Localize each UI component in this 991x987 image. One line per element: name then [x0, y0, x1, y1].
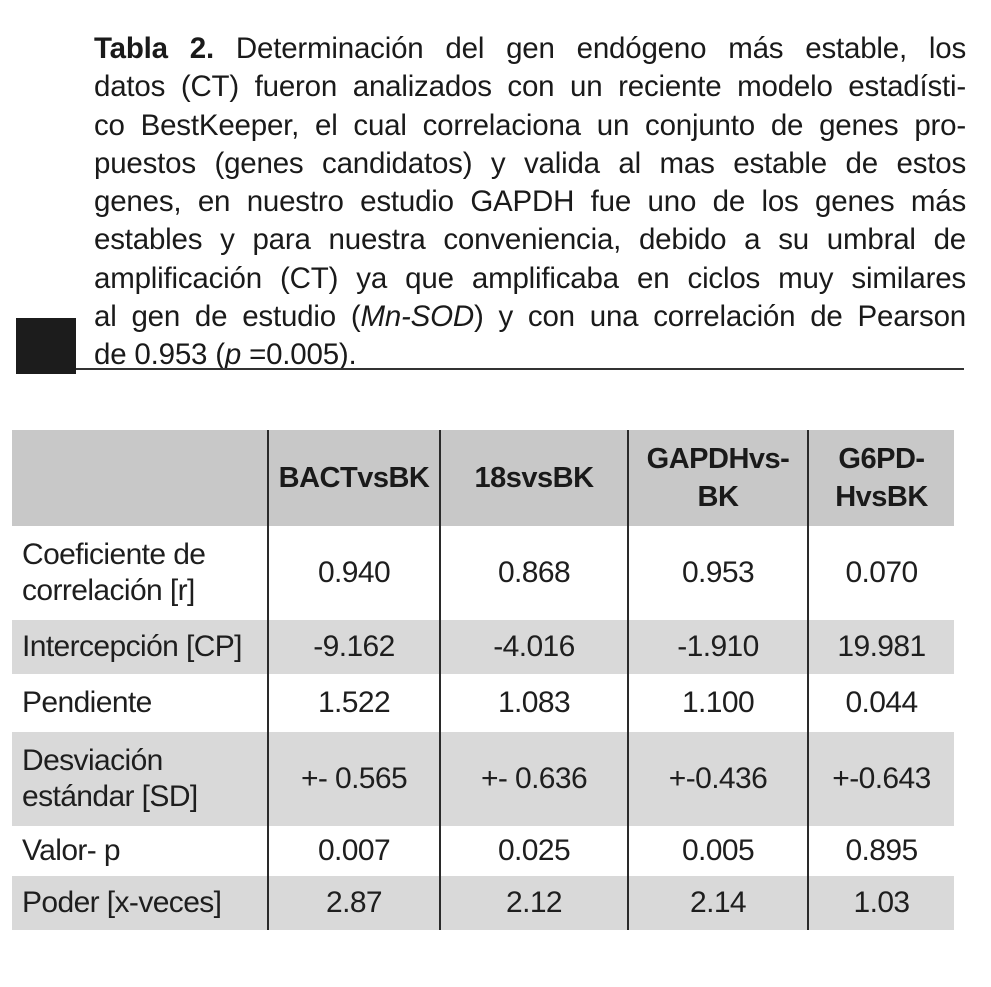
table-cell: 2.87 — [268, 876, 440, 930]
table-cell: 0.868 — [440, 526, 628, 620]
table-row-valor-p — [12, 826, 954, 876]
table-cell: 0.044 — [808, 674, 954, 732]
table-cell: 19.981 — [808, 620, 954, 674]
table-cell: 1.100 — [628, 674, 808, 732]
header-empty — [12, 430, 268, 526]
table-caption — [94, 30, 966, 375]
row-label-line-2: correlación [r] — [22, 574, 195, 607]
table-row-intercepcion — [12, 620, 954, 674]
caption-line-1: Determinación del gen endógeno más estable, los — [213, 32, 966, 65]
row-label — [12, 732, 268, 826]
table-row-pendiente — [12, 674, 954, 732]
table-cell: -1.910 — [628, 620, 808, 674]
table-cell: 0.007 — [268, 826, 440, 876]
header-gapdhvsbk — [628, 430, 808, 526]
header-g6pdhvsbk — [808, 430, 954, 526]
caption-gene-name: Mn-SOD — [360, 300, 474, 334]
row-label: Pendiente — [22, 686, 152, 719]
header-g6pdhvsbk-line-1: G6PD- — [838, 443, 925, 475]
table-cell: +- 0.565 — [268, 732, 440, 826]
caption-line-6: estables y para nuestra conveniencia, debido a su umbral de — [94, 223, 966, 257]
caption-line-7: amplificación (CT) ya que amplificaba en ciclos muy similares — [94, 261, 966, 295]
row-label: Poder [x-veces] — [12, 876, 268, 930]
row-label: Valor- p — [22, 834, 121, 867]
table-cell: 2.14 — [628, 876, 808, 930]
table-cell: -4.016 — [440, 620, 628, 674]
table-cell: 2.12 — [440, 876, 628, 930]
table-cell: 0.005 — [628, 826, 808, 876]
table-cell: 0.070 — [808, 526, 954, 620]
table-row-desviacion — [12, 732, 954, 826]
table-cell: -9.162 — [268, 620, 440, 674]
caption-line-8 — [94, 298, 966, 336]
table-row-poder — [12, 876, 954, 930]
table-cell: 0.895 — [808, 826, 954, 876]
row-label-line-1: Coeficiente de — [22, 538, 206, 571]
caption-line-4: puestos (genes candidatos) y valida al mas estable de estos — [94, 146, 966, 180]
table-cell: 0.940 — [268, 526, 440, 620]
header-bactvsbk: BACTvsBK — [268, 430, 440, 526]
row-label-line-2: estándar [SD] — [22, 780, 198, 813]
caption-label: Tabla 2. — [94, 32, 214, 65]
header-18svsbk: 18svsBK — [440, 430, 628, 526]
table-cell: 1.03 — [808, 876, 954, 930]
caption-p-symbol: p — [224, 338, 242, 372]
table-row-coeficiente — [12, 526, 954, 620]
table-cell: +-0.643 — [808, 732, 954, 826]
caption-line-3: co BestKeeper, el cual correlaciona un conjunto de genes pro- — [94, 108, 966, 142]
table-cell: 1.522 — [268, 674, 440, 732]
caption-rule — [76, 368, 964, 370]
table-cell: 0.025 — [440, 826, 628, 876]
row-label: Intercepción [CP] — [12, 620, 268, 674]
table-header-row — [12, 430, 954, 526]
header-gapdhvsbk-line-1: GAPDHvs- — [646, 443, 790, 475]
table-cell: +-0.436 — [628, 732, 808, 826]
header-g6pdhvsbk-line-2: HvsBK — [835, 481, 928, 513]
table-cell: 1.083 — [440, 674, 628, 732]
caption-line-9-post: =0.005). — [241, 338, 357, 372]
header-gapdhvsbk-line-2: BK — [697, 481, 739, 513]
row-label — [12, 526, 268, 620]
table-cell: 0.953 — [628, 526, 808, 620]
row-label-line-1: Desviación — [22, 744, 163, 777]
decorative-black-square — [16, 318, 76, 374]
caption-line-9-pre: de 0.953 ( — [94, 338, 225, 372]
caption-line-2: datos (CT) fueron analizados con un reciente modelo estadísti- — [94, 70, 966, 104]
table-cell: +- 0.636 — [440, 732, 628, 826]
caption-line-8-pre: al gen de estudio ( — [94, 300, 361, 334]
bestkeeper-table — [12, 430, 954, 930]
caption-line-5: genes, en nuestro estudio GAPDH fue uno de los genes más — [94, 185, 966, 219]
caption-line-8-post: ) y con una correlación de Pearson — [473, 300, 966, 334]
